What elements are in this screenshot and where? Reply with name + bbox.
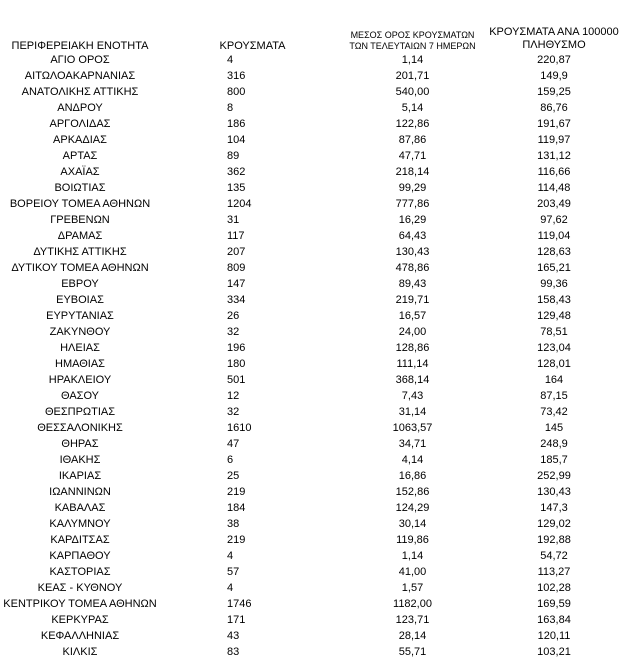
seven-day-average-cell: 30,14 [398,518,427,530]
cases-per-100k-cell: 248,9 [540,438,568,450]
cases-per-100k-cell: 119,97 [537,134,571,146]
table-row [0,212,628,228]
cases-cell: 219 [227,486,246,498]
cases-per-100k-cell: 103,21 [537,646,571,658]
cases-cell: 196 [227,342,246,354]
cases-per-100k-cell: 147,3 [540,502,568,514]
cases-cell: 57 [227,566,240,578]
cases-per-100k-cell: 120,11 [537,630,571,642]
cases-per-100k-cell: 192,88 [537,534,571,546]
seven-day-average-cell: 218,14 [395,166,430,178]
cases-per-100k-cell: 163,84 [537,614,571,626]
seven-day-average-cell: 7,43 [401,390,424,402]
table-row [0,196,628,212]
cases-cell: 6 [227,454,234,466]
seven-day-average-cell: 24,00 [398,326,427,338]
cases-per-100k-cell: 165,21 [537,262,571,274]
cases-per-100k-cell: 99,36 [540,278,568,290]
table-row [0,548,628,564]
cases-per-100k-cell: 87,15 [540,390,568,402]
cases-cell: 800 [227,86,246,98]
cases-cell: 4 [227,582,234,594]
seven-day-average-cell: 119,86 [396,534,429,546]
cases-per-100k-cell: 203,49 [537,198,571,210]
table-body [0,52,628,660]
region-cell: ΑΡΓΟΛΙΔΑΣ [49,118,111,130]
seven-day-average-cell: 87,86 [398,134,427,146]
table-header [0,0,628,52]
table-row [0,388,628,404]
seven-day-average-cell: 99,29 [398,182,427,194]
cases-cell: 117 [227,230,245,242]
cases-per-100k-cell: 252,99 [537,470,571,482]
header-cases: ΚΡΟΥΣΜΑΤΑ [219,40,286,52]
region-cell: ΗΛΕΙΑΣ [60,342,100,354]
seven-day-average-cell: 128,86 [395,342,430,354]
seven-day-average-cell: 124,29 [395,502,430,514]
region-cell: ΚΕΝΤΡΙΚΟΥ ΤΟΜΕΑ ΑΘΗΝΩΝ [3,598,157,610]
region-cell: ΑΡΚΑΔΙΑΣ [53,134,107,146]
cases-cell: 184 [227,502,246,514]
table-row [0,580,628,596]
region-cell: ΙΘΑΚΗΣ [59,454,101,466]
table-row [0,612,628,628]
cases-cell: 147 [227,278,246,290]
cases-cell: 38 [227,518,240,530]
region-cell: ΘΕΣΠΡΩΤΙΑΣ [44,406,116,418]
cases-cell: 316 [227,70,246,82]
header-region: ΠΕΡΙΦΕΡΕΙΑΚΗ ΕΝΟΤΗΤΑ [11,40,149,52]
table-row [0,68,628,84]
seven-day-average-cell: 122,86 [395,118,430,130]
table-row [0,52,628,68]
cases-per-100k-cell: 131,12 [537,150,571,162]
region-cell: ΚΑΡΠΑΘΟΥ [49,550,111,562]
seven-day-average-cell: 64,43 [398,230,427,242]
seven-day-average-cell: 1,14 [401,54,424,66]
cases-cell: 32 [227,406,240,418]
cases-per-100k-cell: 116,66 [537,166,571,178]
seven-day-average-cell: 130,43 [395,246,430,258]
cases-cell: 83 [227,646,240,658]
cases-per-100k-cell: 86,76 [540,102,568,114]
table-row [0,644,628,660]
table-row [0,308,628,324]
header-avg-line1: ΜΕΣΟΣ ΟΡΟΣ ΚΡΟΥΣΜΑΤΩΝ [350,30,475,40]
seven-day-average-cell: 478,86 [395,262,430,274]
table-row [0,84,628,100]
region-cell: ΕΥΡΥΤΑΝΙΑΣ [46,310,114,322]
seven-day-average-cell: 28,14 [398,630,427,642]
cases-cell: 334 [227,294,246,306]
table-row [0,244,628,260]
table-row [0,324,628,340]
table-row [0,164,628,180]
region-cell: ΙΚΑΡΙΑΣ [58,470,102,482]
cases-per-100k-cell: 114,48 [537,182,571,194]
region-cell: ΑΓΙΟ ΟΡΟΣ [50,54,110,66]
cases-per-100k-cell: 159,25 [537,86,571,98]
table-row [0,100,628,116]
region-cell: ΗΜΑΘΙΑΣ [55,358,105,370]
table-row [0,276,628,292]
cases-per-100k-cell: 185,7 [540,454,568,466]
cases-cell: 1610 [227,422,252,434]
cases-per-100k-cell: 119,04 [537,230,571,242]
table-row [0,356,628,372]
table-row [0,292,628,308]
region-cell: ΑΝΑΤΟΛΙΚΗΣ ΑΤΤΙΚΗΣ [21,86,139,98]
cases-cell: 171 [227,614,246,626]
cases-per-100k-cell: 149,9 [540,70,568,82]
cases-cell: 186 [227,118,246,130]
cases-cell: 501 [227,374,246,386]
seven-day-average-cell: 111,14 [396,358,429,370]
cases-per-100k-cell: 129,02 [537,518,571,530]
table-row [0,372,628,388]
cases-cell: 1746 [227,598,252,610]
seven-day-average-cell: 89,43 [398,278,427,290]
cases-cell: 362 [227,166,246,178]
region-cell: ΚΕΑΣ - ΚΥΘΝΟΥ [37,582,123,594]
seven-day-average-cell: 123,71 [395,614,430,626]
cases-cell: 25 [227,470,240,482]
region-cell: ΘΕΣΣΑΛΟΝΙΚΗΣ [37,422,123,434]
seven-day-average-cell: 201,71 [395,70,430,82]
cases-per-100k-cell: 128,63 [537,246,571,258]
cases-per-100k-cell: 169,59 [537,598,571,610]
region-cell: ΔΥΤΙΚΟΥ ΤΟΜΕΑ ΑΘΗΝΩΝ [11,262,149,274]
header-cases-per-100k [480,0,628,52]
table-row [0,484,628,500]
table-row [0,596,628,612]
region-cell: ΔΡΑΜΑΣ [57,230,103,242]
seven-day-average-cell: 1063,57 [392,422,433,434]
cases-cell: 4 [227,550,234,562]
table-row [0,404,628,420]
table-row [0,148,628,164]
cases-cell: 180 [227,358,246,370]
header-row [0,0,628,52]
table-row [0,500,628,516]
seven-day-average-cell: 16,29 [398,214,427,226]
seven-day-average-cell: 5,14 [401,102,424,114]
cases-per-100k-cell: 130,43 [537,486,571,498]
cases-cell: 12 [227,390,240,402]
cases-cell: 32 [227,326,240,338]
header-avg-line2: ΤΩΝ ΤΕΛΕΥΤΑΙΩΝ 7 ΗΜΕΡΩΝ [349,41,476,51]
region-cell: ΑΡΤΑΣ [62,150,98,162]
header-per-line2: ΠΛΗΘΥΣΜΟ [522,39,586,51]
cases-per-100k-cell: 129,48 [537,310,571,322]
table-row [0,436,628,452]
cases-cell: 4 [227,54,234,66]
cases-cell: 31 [227,214,240,226]
seven-day-average-cell: 777,86 [395,198,430,210]
region-cell: ΑΙΤΩΛΟΑΚΑΡΝΑΝΙΑΣ [24,70,136,82]
cases-per-100k-cell: 78,51 [540,326,568,338]
cases-cell: 219 [227,534,246,546]
cases-cell: 26 [227,310,240,322]
cases-cell: 809 [227,262,246,274]
cases-cell: 135 [227,182,246,194]
table-row [0,452,628,468]
region-cell: ΓΡΕΒΕΝΩΝ [50,214,110,226]
table-row [0,180,628,196]
seven-day-average-cell: 16,86 [398,470,427,482]
seven-day-average-cell: 55,71 [398,646,427,658]
table-row [0,468,628,484]
seven-day-average-cell: 16,57 [398,310,427,322]
table-row [0,228,628,244]
cases-per-100k-cell: 164 [544,374,564,386]
region-cell: ΔΥΤΙΚΗΣ ΑΤΤΙΚΗΣ [33,246,127,258]
seven-day-average-cell: 31,14 [398,406,427,418]
region-cell: ΑΝΔΡΟΥ [57,102,103,114]
region-cell: ΚΑΒΑΛΑΣ [54,502,106,514]
cases-per-100k-cell: 128,01 [537,358,571,370]
cases-per-100k-cell: 145 [544,422,564,434]
table-row [0,532,628,548]
region-cell: ΚΑΡΔΙΤΣΑΣ [50,534,110,546]
region-cell: ΕΒΡΟΥ [61,278,99,290]
cases-per-100k-cell: 102,28 [537,582,571,594]
table-row [0,116,628,132]
region-cell: ΒΟΡΕΙΟΥ ΤΟΜΕΑ ΑΘΗΝΩΝ [9,198,151,210]
cases-per-100k-cell: 113,27 [537,566,571,578]
table-row [0,420,628,436]
seven-day-average-cell: 540,00 [395,86,430,98]
region-cell: ΚΕΡΚΥΡΑΣ [51,614,109,626]
seven-day-average-cell: 41,00 [398,566,427,578]
seven-day-average-cell: 368,14 [395,374,430,386]
table-row [0,260,628,276]
region-cell: ΙΩΑΝΝΙΝΩΝ [49,486,111,498]
cases-per-100k-cell: 158,43 [537,294,571,306]
cases-per-100k-cell: 123,04 [537,342,571,354]
seven-day-average-cell: 1,14 [401,550,424,562]
region-cell: ΘΑΣΟΥ [60,390,100,402]
cases-cell: 104 [227,134,246,146]
cases-cell: 43 [227,630,240,642]
region-cell: ΘΗΡΑΣ [61,438,99,450]
region-cell: ΖΑΚΥΝΘΟΥ [49,326,111,338]
cases-cell: 89 [227,150,240,162]
seven-day-average-cell: 1,57 [401,582,424,594]
cases-per-100k-cell: 54,72 [540,550,568,562]
seven-day-average-cell: 152,86 [395,486,430,498]
header-per-line1: ΚΡΟΥΣΜΑΤΑ ΑΝΑ 100000 [489,26,619,38]
cases-cell: 47 [227,438,240,450]
seven-day-average-cell: 219,71 [395,294,430,306]
table-row [0,628,628,644]
seven-day-average-cell: 1182,00 [393,598,432,610]
table-row [0,564,628,580]
cases-per-100k-cell: 220,87 [537,54,571,66]
region-cell: ΒΟΙΩΤΙΑΣ [54,182,106,194]
cases-cell: 1204 [227,198,252,210]
region-cell: ΗΡΑΚΛΕΙΟΥ [48,374,112,386]
table-row [0,516,628,532]
cases-per-100k-cell: 191,67 [537,118,571,130]
seven-day-average-cell: 34,71 [398,438,427,450]
cases-cell: 8 [227,102,234,114]
region-cell: ΚΑΛΥΜΝΟΥ [49,518,111,530]
table-row [0,340,628,356]
region-cell: ΚΙΛΚΙΣ [62,646,98,658]
table-row [0,132,628,148]
seven-day-average-cell: 4,14 [401,454,424,466]
cases-per-100k-cell: 97,62 [540,214,568,226]
cases-cell: 207 [227,246,246,258]
region-cell: ΕΥΒΟΙΑΣ [56,294,104,306]
region-cell: ΚΑΣΤΟΡΙΑΣ [49,566,111,578]
header-seven-day-average [345,0,480,52]
region-cell: ΚΕΦΑΛΛΗΝΙΑΣ [40,630,120,642]
region-cell: ΑΧΑΪΑΣ [60,166,100,178]
seven-day-average-cell: 47,71 [398,150,427,162]
cases-per-100k-cell: 73,42 [540,406,568,418]
